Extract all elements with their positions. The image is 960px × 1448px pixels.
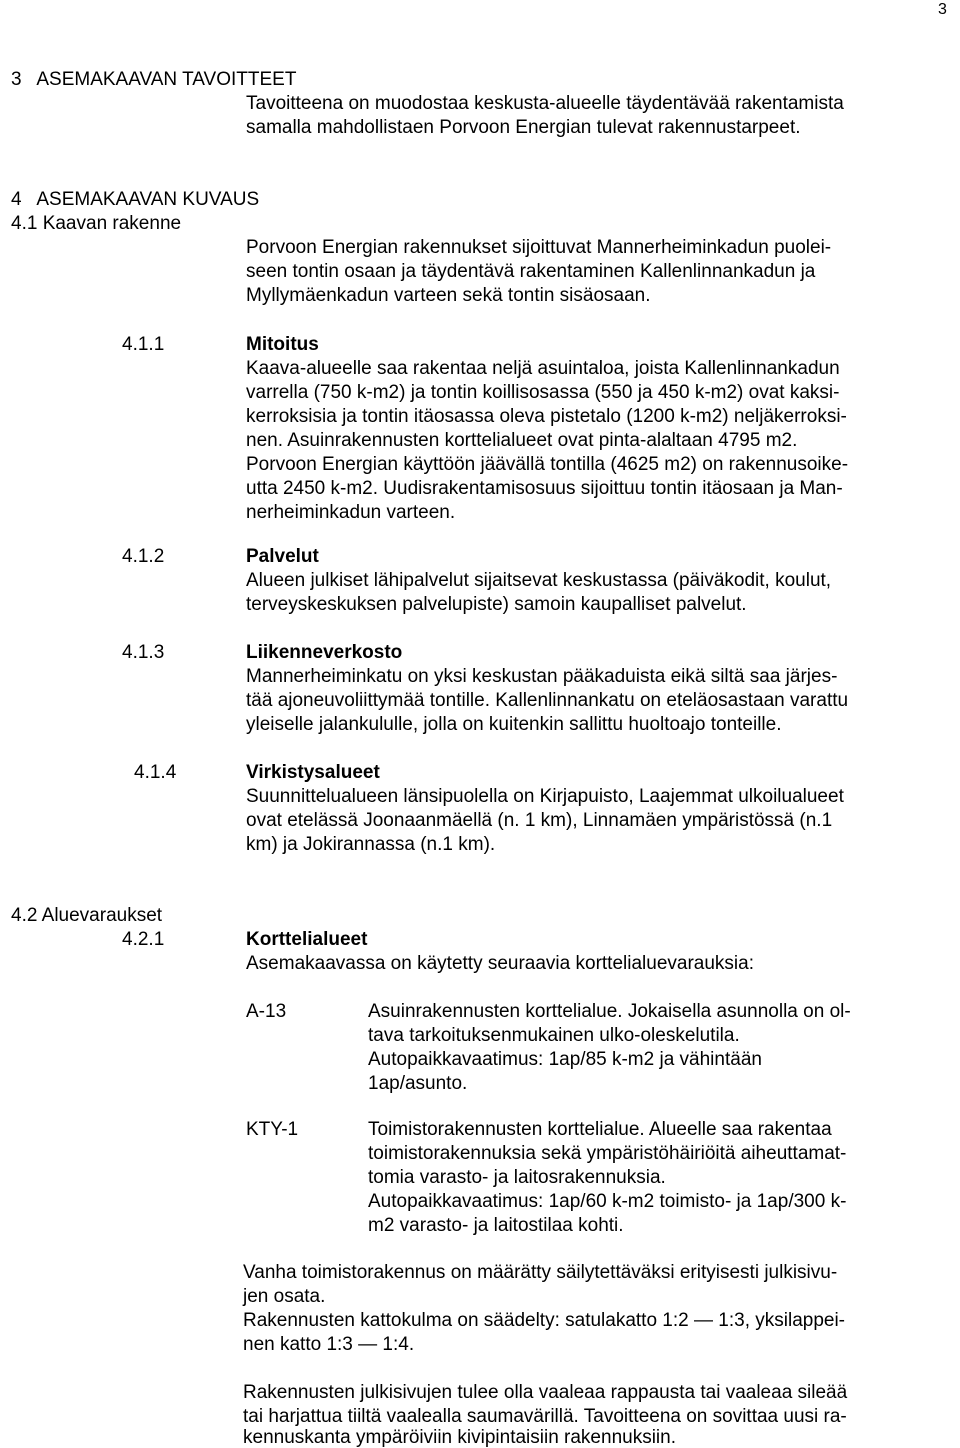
section-4-1-3-line: tää ajoneuvoliittymää tontille. Kallenlinnankatu on eteläosastaan varattu	[246, 690, 849, 711]
section-4-1-3-line: Mannerheiminkatu on yksi keskustan pääkaduista eikä siltä saa järjes-	[246, 666, 838, 687]
section-4-1-3-title: Liikenneverkosto	[246, 642, 403, 663]
section-4-1-3-number: 4.1.3	[122, 642, 165, 663]
zone-description-line: m2 varasto- ja laitostilaa kohti.	[368, 1215, 624, 1236]
section-4-1-3-line: yleiselle jalankululle, jolla on kuitenkin sallittu huoltoajo tonteille.	[246, 714, 782, 735]
section-4-1-1-line: varrella (750 k-m2) ja tontin koillisosassa (550 ja 450 k-m2) ovat kaksi-	[246, 382, 840, 403]
section-4-1-line: Porvoon Energian rakennukset sijoittuvat Mannerheiminkadun puolei-	[246, 237, 832, 258]
zone-description-line: tava tarkoituksenmukainen ulko-oleskelutila.	[368, 1025, 740, 1046]
zone-description-line: Asuinrakennusten korttelialue. Jokaisella asunnolla on ol-	[368, 1001, 851, 1022]
zone-description-line: toimistorakennuksia sekä ympäristöhäiriöitä aiheuttamat-	[368, 1143, 847, 1164]
section-4-1-1-number: 4.1.1	[122, 334, 165, 355]
section-3-line: Tavoitteena on muodostaa keskusta-alueelle täydentävää rakentamista	[246, 93, 844, 114]
section-4-2-1-title: Korttelialueet	[246, 929, 368, 950]
section-3-heading: 3 ASEMAKAAVAN TAVOITTEET	[11, 69, 297, 90]
paragraph-line: Vanha toimistorakennus on määrätty säilytettäväksi erityisesti julkisivu-	[243, 1262, 838, 1283]
section-4-1-1-title: Mitoitus	[246, 334, 319, 355]
paragraph-line: Rakennusten julkisivujen tulee olla vaaleaa rappausta tai vaaleaa sileää	[243, 1382, 848, 1403]
section-4-1-1-line: nen. Asuinrakennusten korttelialueet ovat pinta-alaltaan 4795 m2.	[246, 430, 798, 451]
zone-description-line: tomia varasto- ja laitosrakennuksia.	[368, 1167, 666, 1188]
section-4-1-4-number: 4.1.4	[134, 762, 177, 783]
paragraph-line: jen osata.	[243, 1286, 326, 1307]
section-4-2-1-number: 4.2.1	[122, 929, 165, 950]
section-4-1-line: Myllymäenkadun varteen sekä tontin sisäosaan.	[246, 285, 651, 306]
section-4-1-2-number: 4.1.2	[122, 546, 165, 567]
page-number: 3	[938, 1, 947, 18]
paragraph-line: tai harjattua tiiltä vaalealla saumavärillä. Tavoitteena on sovittaa uusi ra-	[243, 1406, 847, 1427]
section-4-1-heading: 4.1 Kaavan rakenne	[11, 213, 182, 234]
section-4-2-heading: 4.2 Aluevaraukset	[11, 905, 163, 926]
section-4-1-4-title: Virkistysalueet	[246, 762, 380, 783]
zone-description-line: Autopaikkavaatimus: 1ap/60 k-m2 toimisto- ja 1ap/300 k-	[368, 1191, 847, 1212]
zone-code: A-13	[246, 1001, 287, 1022]
section-4-1-1-line: Porvoon Energian käyttöön jäävällä tontilla (4625 m2) on rakennusoike-	[246, 454, 849, 475]
section-4-1-1-line: kerroksisia ja tontin itäosassa oleva pistetalo (1200 k-m2) neljäkerroksi-	[246, 406, 847, 427]
section-4-1-line: seen tontin osaan ja täydentävä rakentaminen Kallenlinnankadun ja	[246, 261, 816, 282]
zone-description-line: Autopaikkavaatimus: 1ap/85 k-m2 ja vähintään	[368, 1049, 762, 1070]
section-4-1-4-line: Suunnittelualueen länsipuolella on Kirjapuisto, Laajemmat ulkoilualueet	[246, 786, 844, 807]
zone-description-line: Toimistorakennusten korttelialue. Alueelle saa rakentaa	[368, 1119, 832, 1140]
section-4-1-4-line: ovat etelässä Joonaanmäellä (n. 1 km), Linnamäen ympäristössä (n.1	[246, 810, 833, 831]
zone-code: KTY-1	[246, 1119, 299, 1140]
paragraph-line: nen katto 1:3 — 1:4.	[243, 1334, 415, 1355]
section-4-1-2-title: Palvelut	[246, 546, 319, 567]
zone-description-line: 1ap/asunto.	[368, 1073, 468, 1094]
section-4-1-2-line: terveyskeskuksen palvelupiste) samoin kaupalliset palvelut.	[246, 594, 747, 615]
paragraph-line: kennuskanta ympäröiviin kivipintaisiin rakennuksiin.	[243, 1427, 676, 1448]
section-4-heading: 4 ASEMAKAAVAN KUVAUS	[11, 189, 260, 210]
section-4-1-1-line: Kaava-alueelle saa rakentaa neljä asuintaloa, joista Kallenlinnankadun	[246, 358, 840, 379]
paragraph-line: Rakennusten kattokulma on säädelty: satulakatto 1:2 — 1:3, yksilappei-	[243, 1310, 846, 1331]
section-4-1-1-line: nerheiminkadun varteen.	[246, 502, 456, 523]
section-4-1-4-line: km) ja Jokirannassa (n.1 km).	[246, 834, 496, 855]
section-4-1-2-line: Alueen julkiset lähipalvelut sijaitsevat keskustassa (päiväkodit, koulut,	[246, 570, 832, 591]
section-4-1-1-line: utta 2450 k-m2. Uudisrakentamisosuus sijoittuu tontin itäosaan ja Man-	[246, 478, 843, 499]
section-3-line: samalla mahdollistaen Porvoon Energian tulevat rakennustarpeet.	[246, 117, 801, 138]
section-4-2-1-intro: Asemakaavassa on käytetty seuraavia korttelialuevarauksia:	[246, 953, 754, 974]
